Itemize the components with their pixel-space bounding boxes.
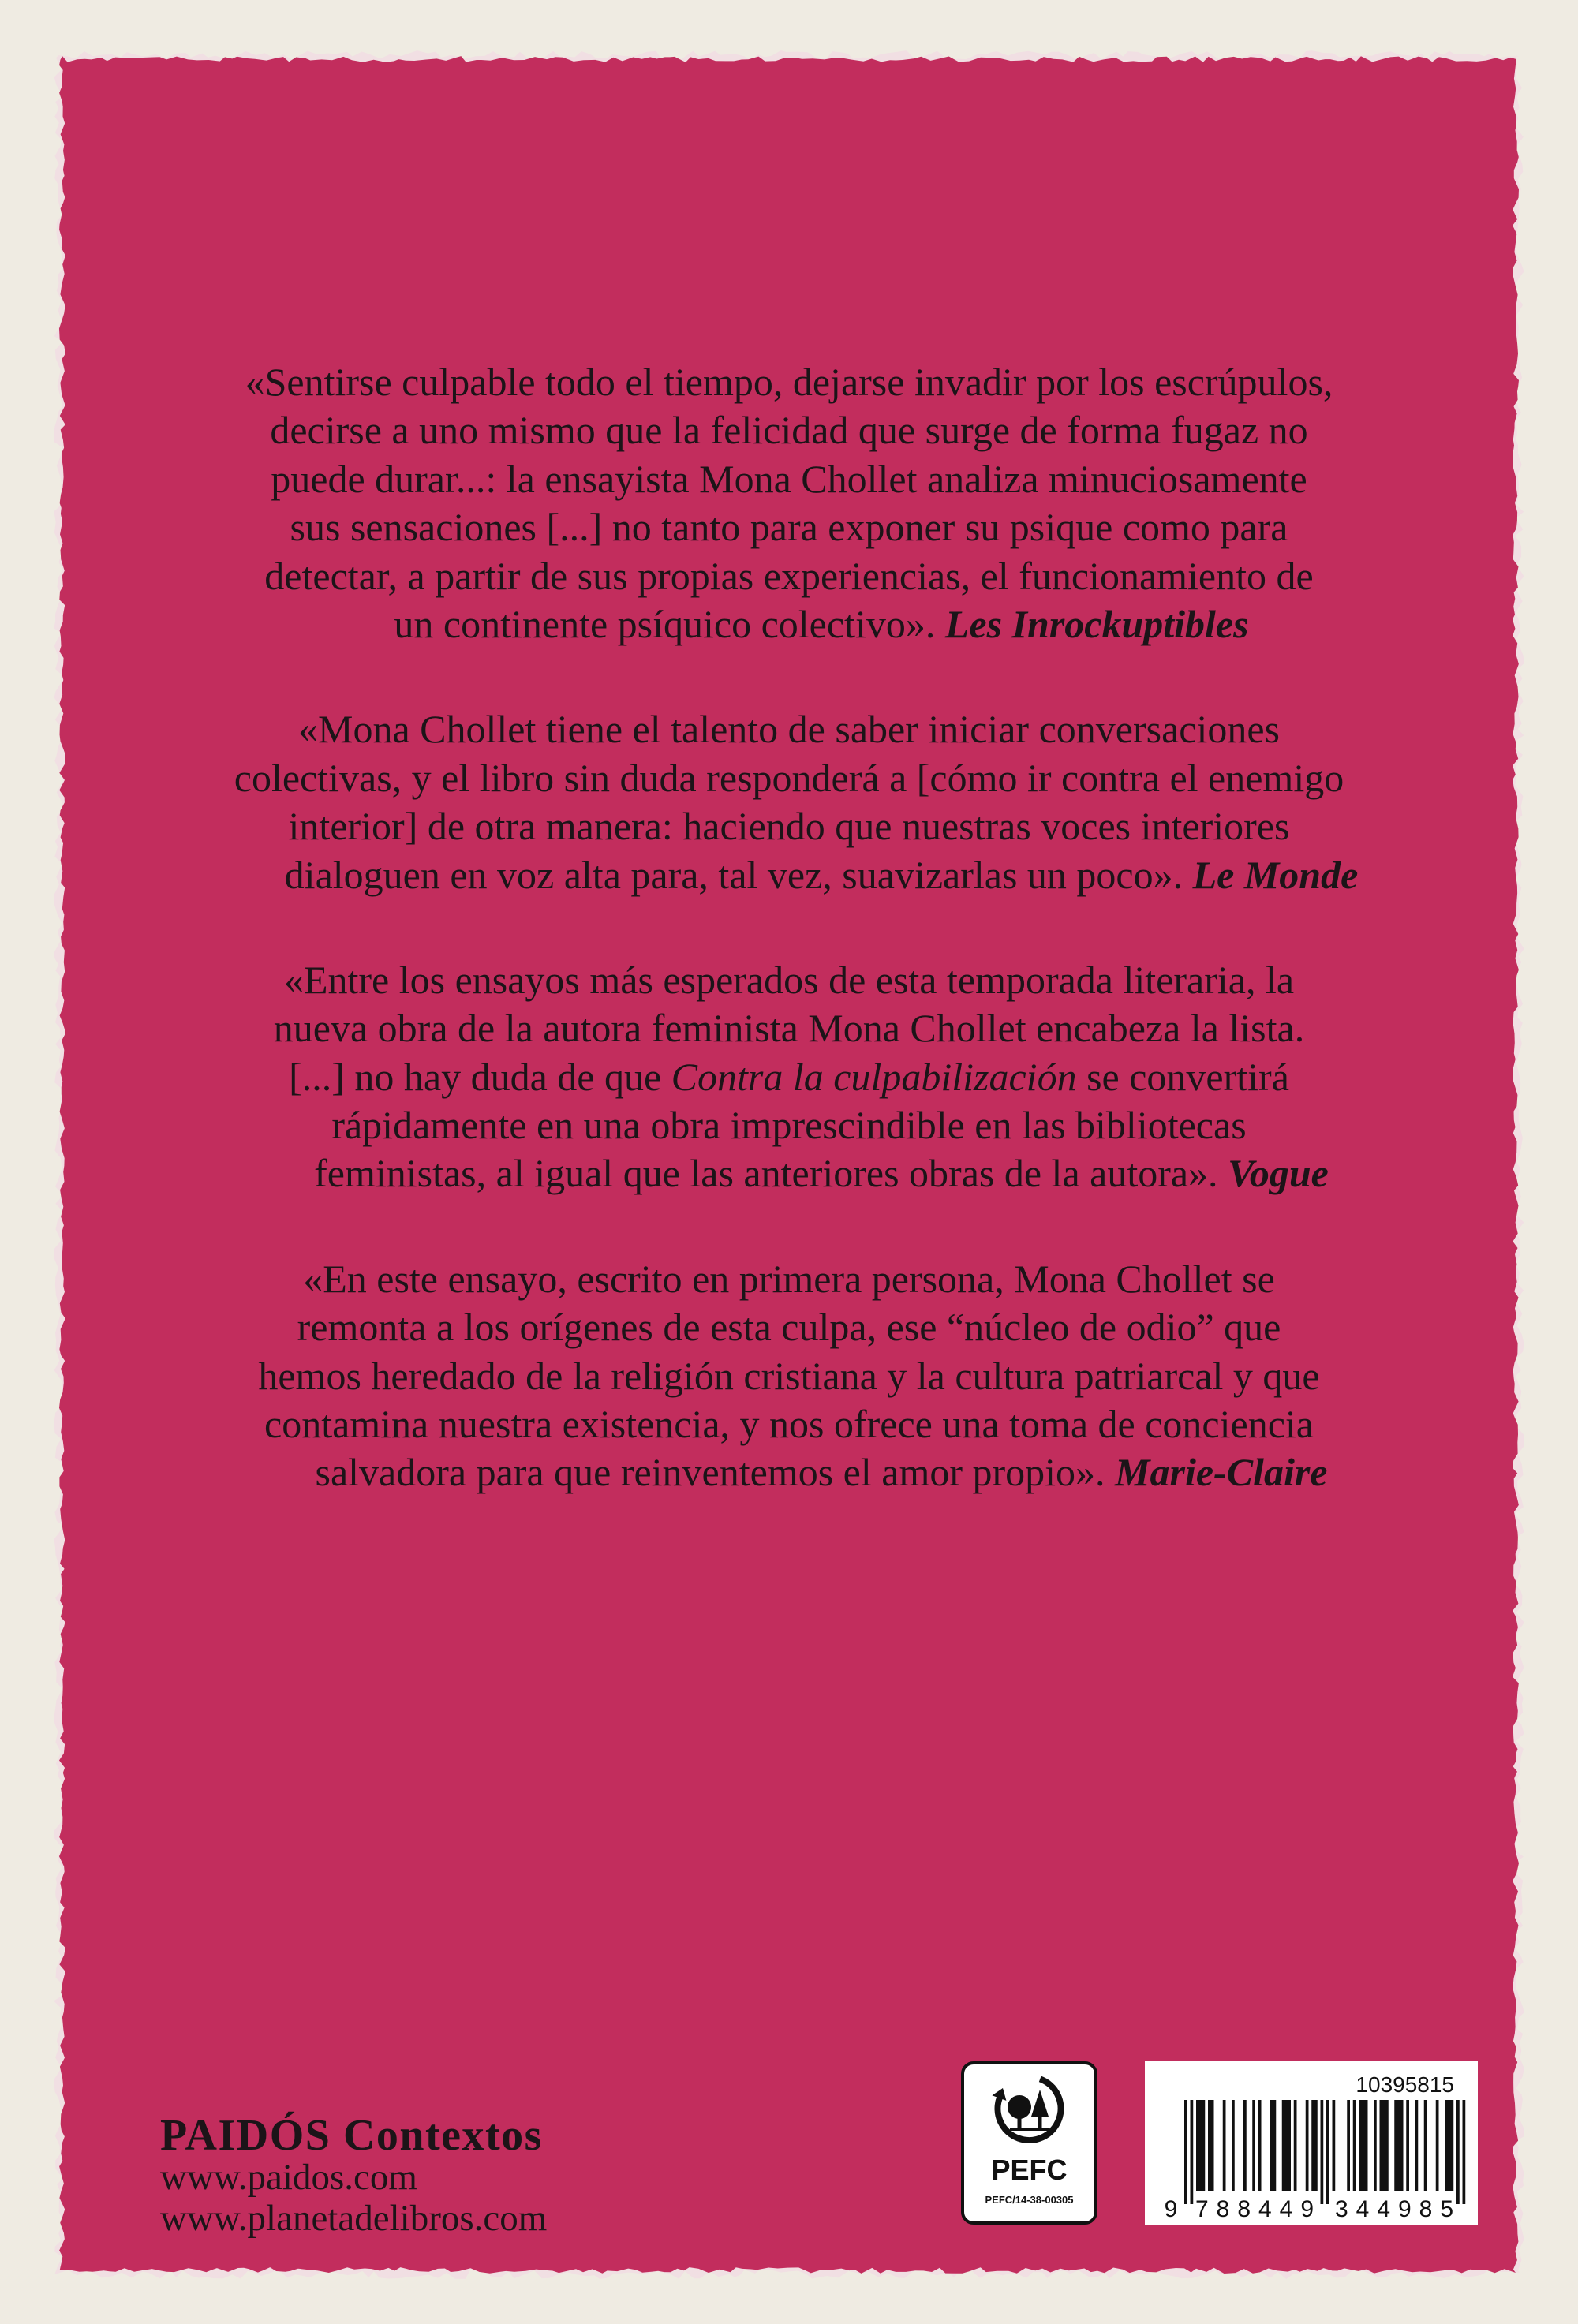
isbn-barcode xyxy=(1145,2061,1478,2225)
quote-line: interior] de otra manera: haciendo que nuestras voces interiores xyxy=(288,804,1290,849)
quote-line xyxy=(0,1053,1578,1101)
quote-line: «Mona Chollet tiene el talento de saber iniciar conversaciones xyxy=(298,707,1280,752)
publisher-imprint xyxy=(160,2112,543,2159)
barcode-bar xyxy=(1415,2100,1419,2191)
pefc-certification-mark xyxy=(961,2061,1097,2225)
barcode-bar xyxy=(1445,2100,1453,2191)
barcode-bar xyxy=(1394,2100,1403,2191)
quote-line: remonta a los orígenes de esta culpa, ese “núcleo de odio” que xyxy=(297,1305,1281,1350)
barcode-guard-bar xyxy=(1184,2100,1187,2204)
quote-line xyxy=(0,1448,1578,1496)
quote-line: contamina nuestra existencia, y nos ofrece una toma de conciencia xyxy=(264,1402,1314,1447)
review-quotes xyxy=(0,358,1578,1554)
barcode-guard-bar xyxy=(1456,2100,1460,2204)
quote-text: un continente psíquico colectivo». xyxy=(394,601,936,646)
barcode-bar xyxy=(1282,2100,1291,2191)
barcode-bars xyxy=(1184,2100,1465,2204)
barcode-bar xyxy=(1347,2100,1350,2191)
book-title-reference: Contra la culpabilización xyxy=(671,1054,1077,1099)
quote-line: hemos heredado de la religión cristiana y la cultura patriarcal y que xyxy=(258,1353,1320,1398)
quote-source: Le Monde xyxy=(1192,852,1359,897)
barcode-first-digit: 9 xyxy=(1164,2196,1178,2222)
quote-line: «Entre los ensayos más esperados de esta temporada literaria, la xyxy=(283,957,1295,1002)
barcode-guard-bar xyxy=(1321,2100,1324,2204)
barcode-bar xyxy=(1406,2100,1409,2191)
review-quote-marie-claire xyxy=(0,1255,1578,1497)
barcode-bar xyxy=(1353,2100,1356,2191)
quote-text: se convertirá xyxy=(1086,1054,1289,1099)
barcode-guard-bar xyxy=(1463,2100,1466,2204)
quote-line: colectivas, y el libro sin duda responderá a [cómo ir contra el enemigo xyxy=(234,755,1344,800)
barcode-bar xyxy=(1294,2100,1297,2191)
quote-line xyxy=(0,851,1578,899)
barcode-bar xyxy=(1208,2100,1214,2191)
publisher-collection: Contextos xyxy=(342,2111,543,2160)
barcode-bar xyxy=(1424,2100,1427,2191)
quote-line: puede durar...: la ensayista Mona Chollet analiza minuciosamente xyxy=(271,456,1307,501)
quote-line xyxy=(0,1149,1578,1197)
barcode-bar xyxy=(1380,2100,1389,2191)
quote-source: Les Inrockuptibles xyxy=(944,601,1249,646)
quote-line: «Sentirse culpable todo el tiempo, dejarse invadir por los escrúpulos, xyxy=(245,360,1333,404)
barcode-guard-bar xyxy=(1326,2100,1329,2204)
barcode-right-digits: 344985 xyxy=(1335,2196,1453,2222)
pefc-license-number: PEFC/14-38-00305 xyxy=(985,2194,1074,2206)
barcode-bar xyxy=(1196,2100,1205,2191)
quote-line: sus sensaciones [...] no tanto para exponer su psique como para xyxy=(290,505,1288,550)
barcode-bar xyxy=(1258,2100,1262,2191)
quote-line: «En este ensayo, escrito en primera persona, Mona Chollet se xyxy=(303,1256,1275,1301)
barcode-bar xyxy=(1232,2100,1235,2191)
barcode-bar xyxy=(1374,2100,1377,2191)
internal-product-code: 10395815 xyxy=(1356,2072,1454,2097)
pefc-mark-graphic xyxy=(964,2064,1094,2221)
quote-text: salvadora para que reinventemos el amor propio». xyxy=(315,1450,1105,1495)
review-quote-vogue xyxy=(0,956,1578,1198)
barcode-graphic xyxy=(1145,2061,1478,2225)
quote-text: [...] no hay duda de que xyxy=(289,1054,662,1099)
review-quote-le-monde xyxy=(0,705,1578,899)
barcode-bar xyxy=(1306,2100,1309,2191)
pefc-trees-logo-icon xyxy=(992,2079,1060,2140)
barcode-left-digits: 788449 xyxy=(1195,2196,1314,2222)
barcode-bar xyxy=(1311,2100,1318,2191)
barcode-bar xyxy=(1252,2100,1255,2191)
quote-line xyxy=(0,600,1578,648)
pefc-label: PEFC xyxy=(991,2154,1068,2186)
barcode-bar xyxy=(1436,2100,1439,2191)
quote-line: rápidamente en una obra imprescindible en las bibliotecas xyxy=(331,1103,1247,1148)
quote-text: feministas, al igual que las anteriores obras de la autora». xyxy=(314,1151,1218,1196)
barcode-bar xyxy=(1270,2100,1277,2191)
publisher-website: www.paidos.com xyxy=(160,2157,417,2198)
barcode-bar xyxy=(1243,2100,1247,2191)
quote-line: decirse a uno mismo que la felicidad que surge de forma fugaz no xyxy=(270,408,1308,453)
quote-line: nueva obra de la autora feminista Mona Chollet encabeza la lista. xyxy=(273,1006,1305,1051)
quote-text: dialoguen en voz alta para, tal vez, suavizarlas un poco». xyxy=(284,852,1184,897)
barcode-bar xyxy=(1223,2100,1226,2191)
review-quote-les-inrockuptibles xyxy=(0,358,1578,648)
quote-line: detectar, a partir de sus propias experiencias, el funcionamiento de xyxy=(264,553,1314,598)
barcode-guard-bar xyxy=(1191,2100,1194,2204)
quote-source: Marie-Claire xyxy=(1115,1450,1328,1495)
quote-source: Vogue xyxy=(1228,1151,1329,1196)
publisher-brand: PAIDÓS xyxy=(160,2111,331,2160)
barcode-bar xyxy=(1333,2100,1336,2191)
barcode-bar xyxy=(1359,2100,1367,2191)
publisher-website: www.planetadelibros.com xyxy=(160,2198,548,2239)
